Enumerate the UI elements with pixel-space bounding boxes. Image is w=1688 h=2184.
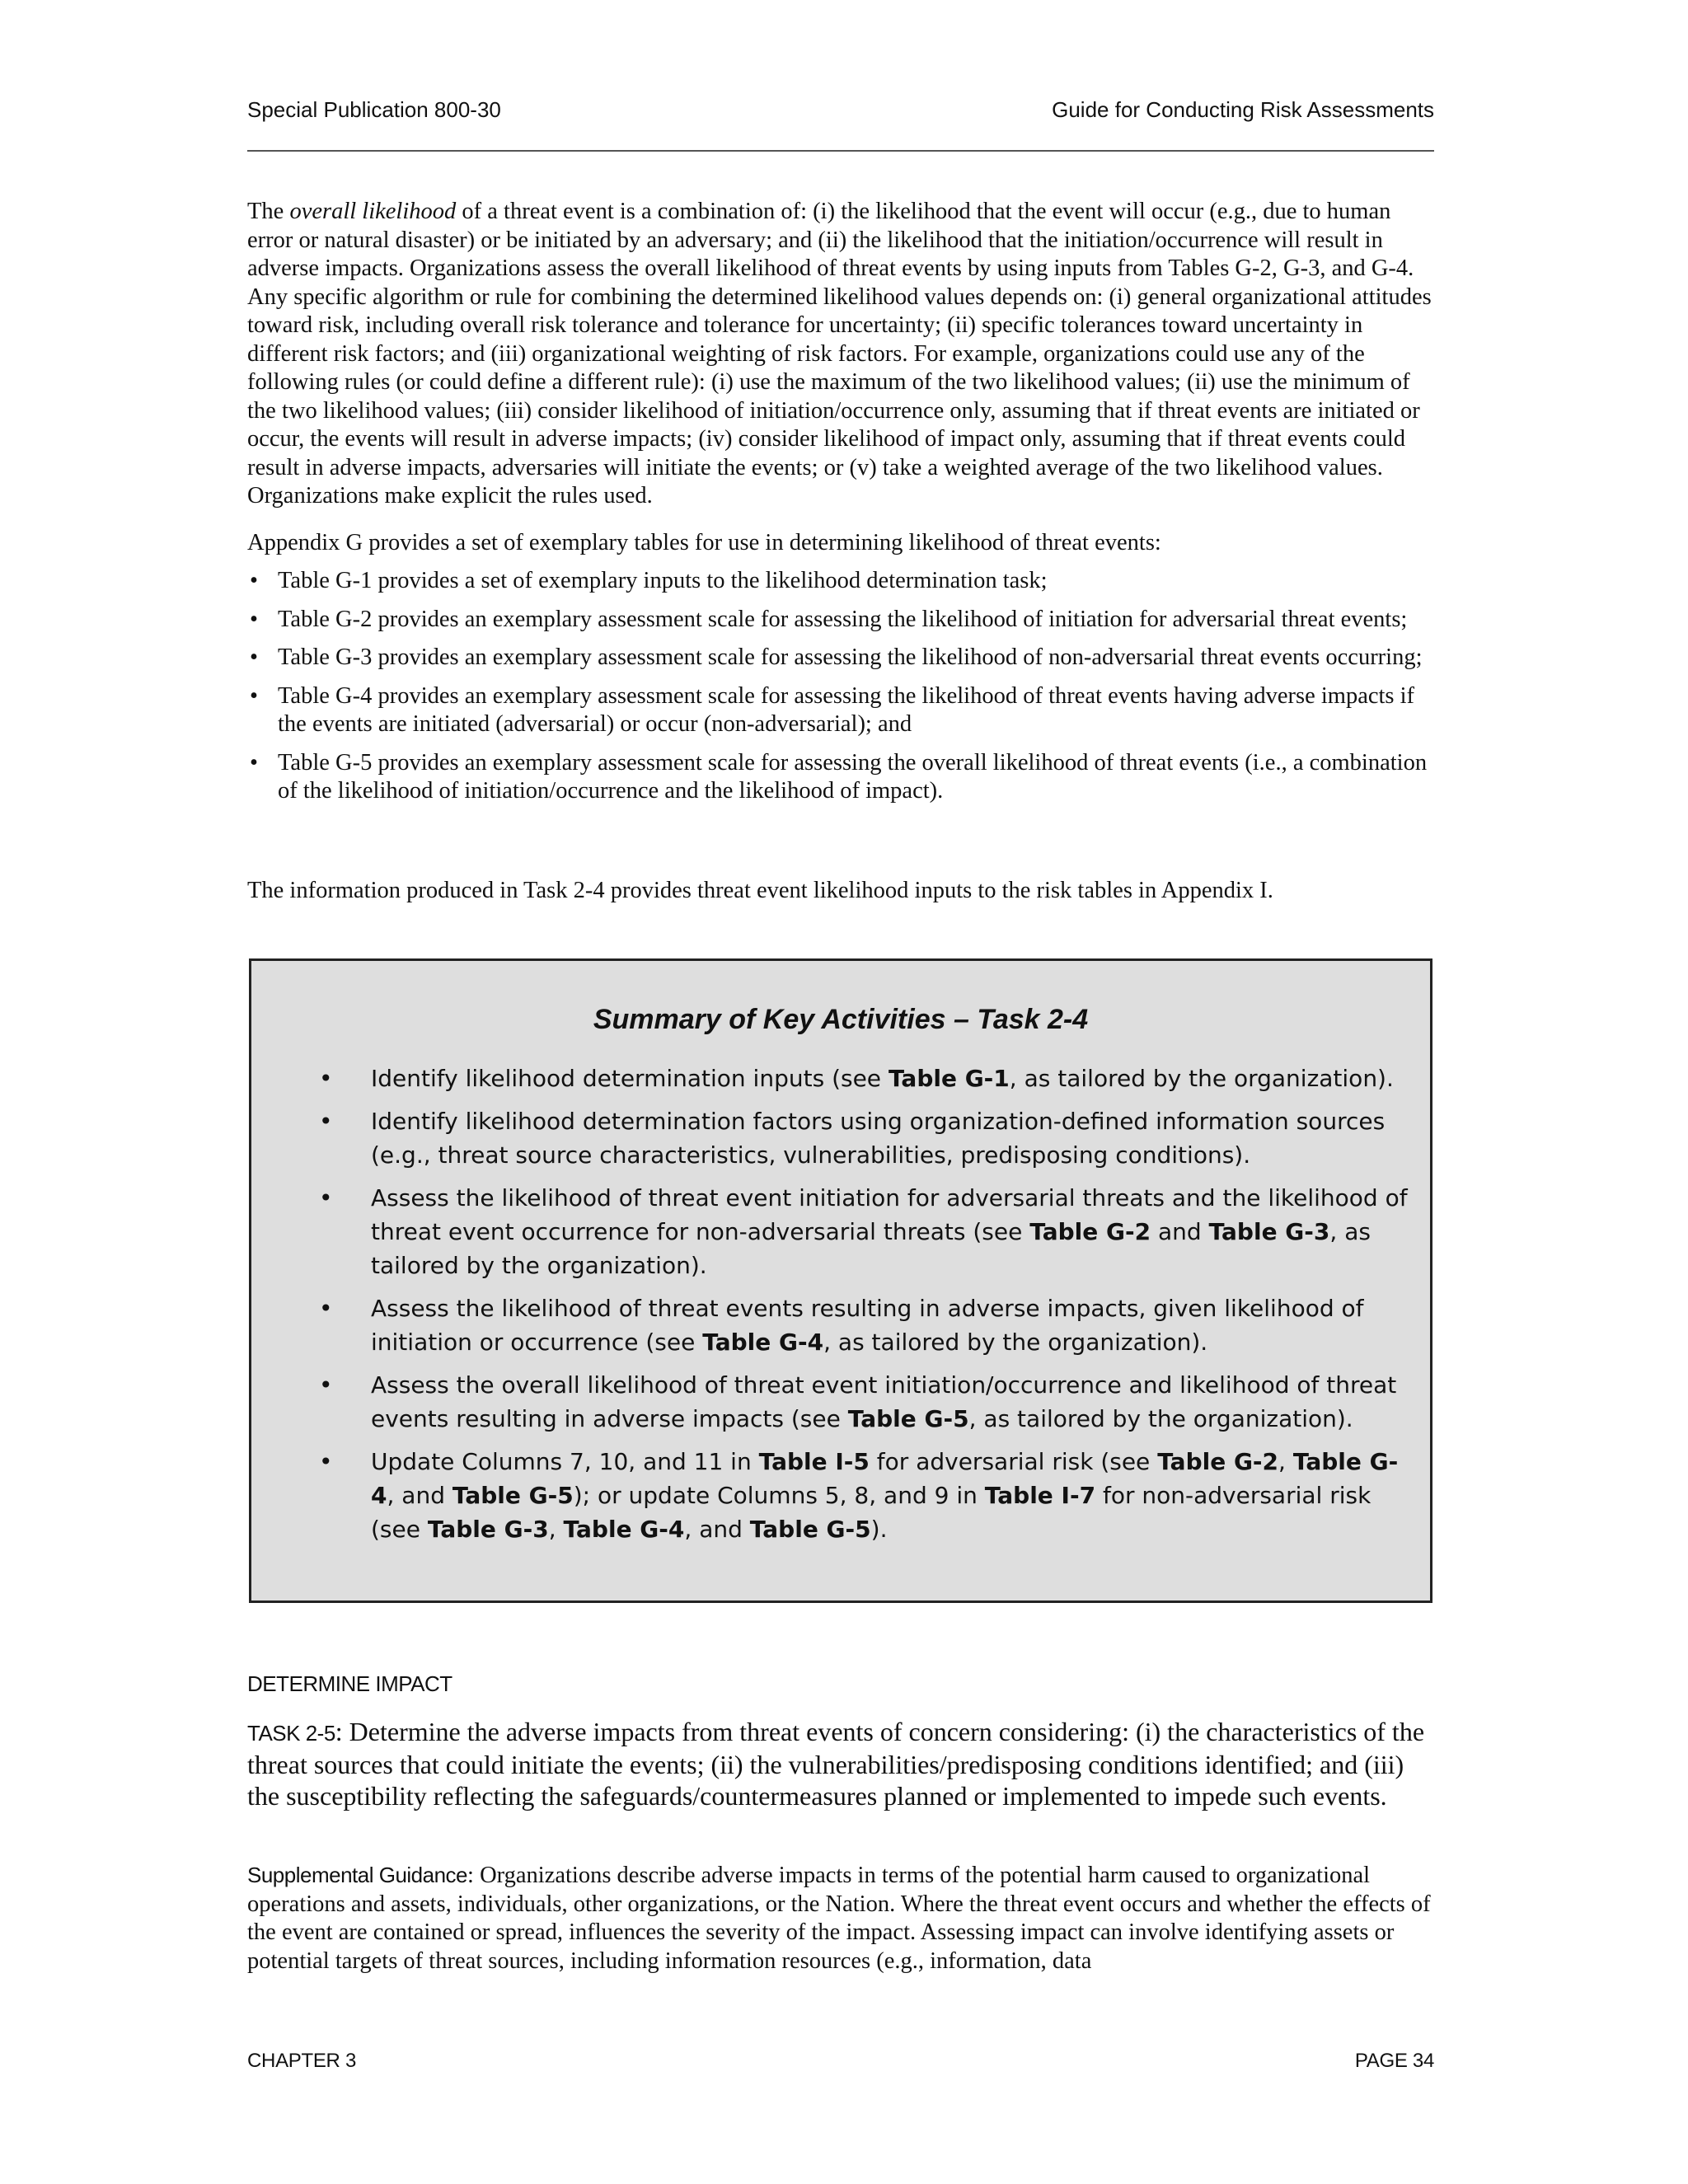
intro-rest: of a threat event is a combination of: (i) the likelihood that the event will occur (e.g., due to human error or natural disaster) or be initiated by an adversary; and (ii) the likelihood that the initiation/occurrence will result in adverse impacts. Organizations assess the overall likelihood of threat events by using inputs from Tables G-2, G-3, and G-4. Any specific algorithm or rule for combining the determined likelihood values depends on: (i) general organizational attitudes toward risk, including overall risk tolerance and tolerance for uncertainty; (ii) specific tolerances toward uncertainty in different risk factors; and (iii) organizational weighting of risk factors. For example, organizations could use any of the following rules (or could define a different rule): (i) use the maximum of the two likelihood values; (ii) use the minimum of the two likelihood values; (iii) consider likelihood of initiation/occurrence only, assuming that if threat events are initiated or occur, the events will result in adverse impacts; (iv) consider likelihood of impact only, assuming that if threat events could result in adverse impacts, adversaries will initiate the events; or (v) take a weighted average of the two likelihood values. Organizations make explicit the rules used. — [247, 199, 1432, 509]
supplemental-guidance — [247, 1861, 1436, 1975]
intro-lead: The — [247, 199, 290, 224]
footer-page-number: PAGE 34 — [1354, 2050, 1434, 2072]
intro-term: overall likelihood — [289, 199, 457, 224]
table-bullet-list — [247, 567, 1436, 816]
supplemental-text: : Organizations describe adverse impacts in terms of the potential harm caused to organizational operations and assets, individuals, other organizations, or the Nation. Where the threat event occurs and whether the effects of the event are contained or spread, influences the severity of the impact. Assessing impact can involve identifying assets or potential targets of threat sources, including information resources (e.g., information, data — [247, 1863, 1431, 1974]
list-item: • Table G-3 provides an exemplary assessment scale for assessing the likelihood of non-adversarial threat events occurring; — [247, 644, 1436, 673]
section-heading: DETERMINE IMPACT — [247, 1671, 452, 1696]
intro-paragraph — [247, 198, 1436, 511]
footer-chapter: CHAPTER 3 — [247, 2050, 356, 2072]
summary-item: • Update Columns 7, 10, and 11 in Table I-5 for adversarial risk (see Table G-2, Table G-4, and Table G-5); or update Columns 5, 8, and 9 in Table I-7 for non-adversarial risk (see Table G-3, Table G-4, and Table G-5). — [251, 1445, 1435, 1546]
task-text: : Determine the adverse impacts from threat events of concern considering: (i) the characteristics of the threat sources that could initiate the events; (ii) the vulnerabilities/predisposing conditions identified; and (iii) the susceptibility reflecting the safeguards/countermeasures planned or implemented to impede such events. — [247, 1717, 1425, 1811]
appendix-intro — [247, 529, 1436, 558]
bullet-icon: • — [250, 682, 258, 709]
appendix-intro-text: Appendix G provides a set of exemplary tables for use in determining likelihood of threat events: — [247, 530, 1161, 555]
bullet-icon: • — [250, 606, 258, 632]
task-statement — [247, 1716, 1434, 1811]
bullet-icon: • — [319, 1065, 333, 1092]
header-title: Guide for Conducting Risk Assessments — [1052, 97, 1434, 122]
info-paragraph — [247, 877, 1436, 906]
list-item: • Table G-1 provides a set of exemplary inputs to the likelihood determination task; — [247, 567, 1436, 596]
task-label: TASK 2-5 — [247, 1721, 335, 1746]
summary-title: Summary of Key Activities – Task 2-4 — [593, 1004, 1089, 1035]
summary-item: • Assess the likelihood of threat event initiation for adversarial threats and the likelihood of threat event occurrence for non-adversarial threats (see Table G-2 and Table G-3, as tailored by the organization). — [251, 1181, 1435, 1282]
summary-box — [249, 958, 1432, 1603]
bullet-icon: • — [250, 644, 258, 670]
header-publication: Special Publication 800-30 — [247, 97, 501, 122]
summary-item: • Identify likelihood determination inputs (see Table G-1, as tailored by the organization). — [251, 1062, 1435, 1095]
bullet-icon: • — [319, 1295, 333, 1322]
summary-activity-list — [251, 1062, 1435, 1555]
bullet-icon: • — [319, 1448, 333, 1475]
list-item: • Table G-4 provides an exemplary assessment scale for assessing the likelihood of threat events having adverse impacts if the events are initiated (adversarial) or occur (non-adversarial); and — [250, 682, 1415, 737]
bullet-icon: • — [319, 1371, 333, 1399]
header-rule — [247, 150, 1434, 152]
summary-item: • Assess the likelihood of threat events resulting in adverse impacts, given likelihood of initiation or occurrence (see Table G-4, as tailored by the organization). — [251, 1291, 1435, 1359]
bullet-icon: • — [250, 568, 258, 593]
supplemental-label: Supplemental Guidance — [247, 1863, 468, 1887]
summary-item: • Assess the overall likelihood of threat event initiation/occurrence and likelihood of threat events resulting in adverse impacts (see Table G-5, as tailored by the organization). — [251, 1368, 1435, 1436]
bullet-icon: • — [319, 1184, 333, 1212]
summary-item: • Identify likelihood determination factors using organization-defined information sources (e.g., threat source characteristics, vulnerabilities, predisposing conditions). — [251, 1104, 1435, 1172]
info-text: The information produced in Task 2-4 provides threat event likelihood inputs to the risk tables in Appendix I. — [247, 878, 1273, 903]
bullet-icon: • — [319, 1108, 333, 1135]
list-item: • Table G-2 provides an exemplary assessment scale for assessing the likelihood of initiation for adversarial threat events; — [247, 606, 1436, 635]
list-item: • Table G-5 provides an exemplary assessment scale for assessing the overall likelihood of threat events (i.e., a combination of the likelihood of initiation/occurrence and the likelihood of impact). — [250, 749, 1428, 804]
bullet-icon: • — [250, 749, 258, 776]
